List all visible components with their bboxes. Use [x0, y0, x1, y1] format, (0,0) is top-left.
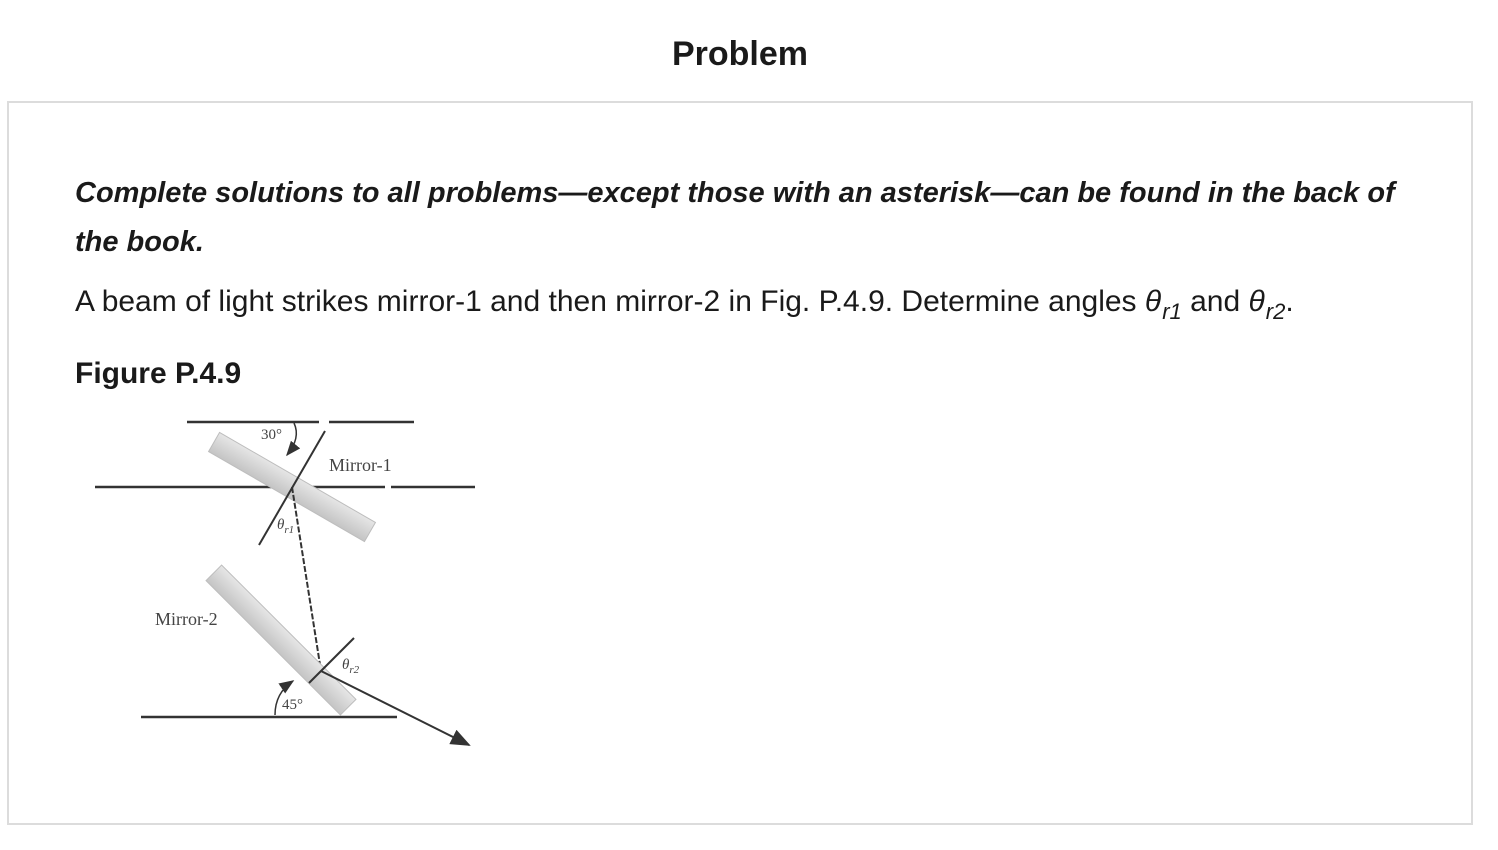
and-text: and — [1181, 285, 1249, 318]
statement-period: . — [1285, 285, 1294, 318]
angle-45-label: 45° — [282, 697, 303, 713]
theta-r2-label-symbol: θ — [342, 657, 350, 673]
mirror2-label: Mirror-2 — [155, 609, 218, 629]
figure-caption: Figure P.4.9 — [75, 357, 242, 390]
theta-r2-label — [342, 657, 360, 676]
theta-r1-symbol: θ — [1144, 285, 1162, 318]
theta-r1-label-sub: r1 — [284, 524, 295, 536]
theta-r1-label — [277, 517, 294, 536]
theta-r2-symbol: θ — [1248, 285, 1265, 318]
mirror1-label: Mirror-1 — [329, 455, 392, 475]
problem-card — [7, 101, 1473, 825]
theta-r1-subscript: r1 — [1162, 299, 1182, 324]
statement-text: A beam of light strikes mirror-1 and then mirror-2 in Fig. P.4.9. Determine angles — [75, 285, 1145, 318]
theta-r2-label-sub: r2 — [349, 664, 360, 676]
angle-30-label: 30° — [261, 427, 282, 443]
angle-30-arc — [287, 423, 296, 455]
mirror-diagram — [9, 103, 609, 823]
theta-r1-label-symbol: θ — [277, 517, 285, 533]
page-title: Problem — [671, 35, 809, 73]
theta-r2-subscript: r2 — [1265, 299, 1286, 324]
solutions-note: Complete solutions to all problems—except those with an asterisk—can be found in the back of the book. — [75, 177, 1395, 258]
